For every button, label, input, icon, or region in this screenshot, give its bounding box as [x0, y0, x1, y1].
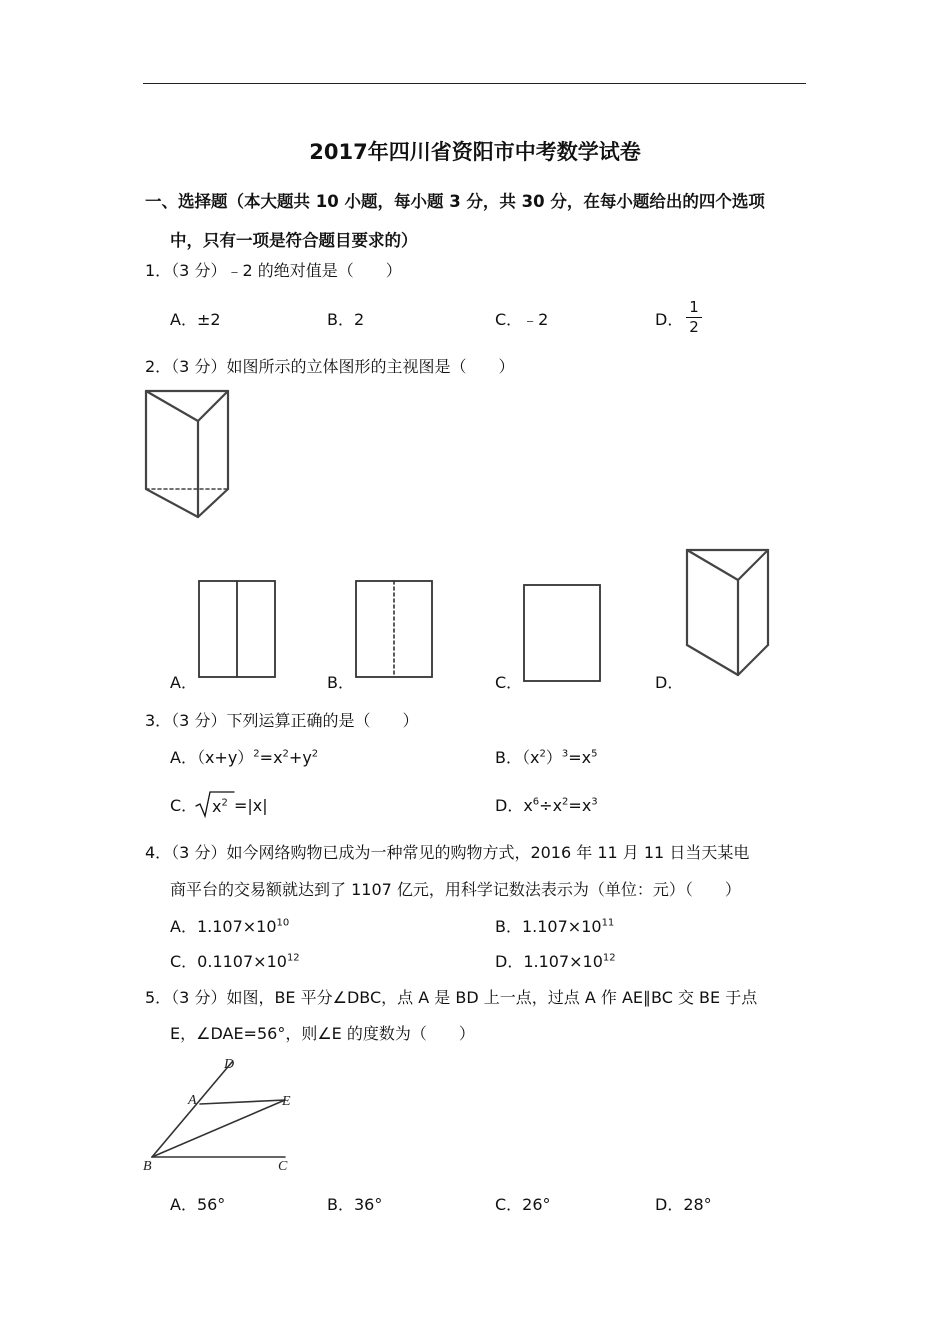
q3-c-radicand [212, 797, 228, 817]
q2-option-c-figure [521, 582, 603, 684]
q3-d-exp: 2 [562, 796, 569, 808]
q1-option-d [655, 310, 683, 330]
q2-option-a: A． [170, 673, 197, 692]
q4-c-exp: 12 [286, 952, 300, 964]
q3-b-part: =x [568, 748, 592, 767]
point-label-c: C [278, 1159, 288, 1174]
q5-stem-line1: 5．（3 分）如图，BE 平分∠DBC，点 A 是 BD 上一点，过点 A 作 AE∥BC 交 BE 于点 [145, 988, 758, 1007]
q4-c-text: C．0.1107×10 [170, 952, 287, 971]
fraction-numerator: 1 [689, 298, 699, 316]
q4-d-text: D．1.107×10 [495, 952, 603, 971]
q3-b-exp: 2 [539, 748, 546, 760]
q4-stem-line2: 商平台的交易额就达到了 1107 亿元，用科学记数法表示为（单位：元）（ ） [170, 880, 741, 899]
q3-b-part: ） [545, 748, 562, 767]
q4-stem-line1: 4．（3 分）如今网络购物已成为一种常见的购物方式，2016 年 11 月 11 日当天某电 [145, 843, 750, 862]
q3-stem: 3．（3 分）下列运算正确的是（ ） [145, 711, 419, 730]
point-label-e: E [282, 1094, 291, 1109]
q2-option-d-figure [682, 545, 774, 683]
q5-geometry-figure [140, 1052, 310, 1177]
point-label-a: A [188, 1093, 197, 1108]
q4-option-b [495, 917, 614, 937]
section-header-line2: 中，只有一项是符合题目要求的） [170, 231, 418, 250]
q4-option-c [170, 952, 300, 972]
q3-a-exp: 2 [253, 748, 260, 760]
q3-a-part: =x [259, 748, 283, 767]
q4-option-d [495, 952, 616, 972]
q3-d-part: D．x [495, 796, 533, 815]
q1-option-c: C．﹣2 [495, 310, 549, 329]
section-header-line1: 一、选择题（本大题共 10 小题，每小题 3 分，共 30 分，在每小题给出的四个选项 [145, 192, 765, 211]
q5-option-d: D．28° [655, 1195, 712, 1214]
q2-option-a-figure [196, 578, 278, 680]
q3-a-exp: 2 [311, 748, 319, 760]
q3-d-exp: 6 [532, 796, 540, 808]
q3-b-part: B．（x [495, 748, 540, 767]
q3-a-part: +y [288, 748, 312, 767]
point-label-d: D [224, 1057, 235, 1072]
q3-d-part: =x [568, 796, 592, 815]
q3-c-exp: 2 [221, 797, 228, 809]
q4-b-text: B．1.107×10 [495, 917, 602, 936]
q5-option-a: A．56° [170, 1195, 226, 1214]
q4-d-exp: 12 [602, 952, 616, 964]
q5-option-b: B．36° [327, 1195, 383, 1214]
q3-c-label: C． [170, 796, 198, 815]
q4-b-exp: 11 [601, 917, 615, 929]
q4-a-exp: 10 [276, 917, 290, 929]
point-label-b: B [143, 1159, 152, 1174]
q4-option-a [170, 917, 289, 937]
q3-a-exp: 2 [282, 748, 289, 760]
q2-option-d: D． [655, 673, 684, 692]
page-title: 2017年四川省资阳市中考数学试卷 [309, 140, 641, 164]
q5-option-c: C．26° [495, 1195, 551, 1214]
q1-option-d-label: D． [655, 310, 684, 329]
q3-d-part: ÷x [539, 796, 563, 815]
q4-a-text: A．1.107×10 [170, 917, 277, 936]
q1-option-a: A．±2 [170, 310, 221, 329]
q3-b-exp: 5 [591, 748, 598, 760]
q1-stem: 1．（3 分）﹣2 的绝对值是（ ） [145, 261, 402, 280]
q2-stem: 2．（3 分）如图所示的立体图形的主视图是（ ） [145, 357, 515, 376]
q3-a-part: A．（x+y） [170, 748, 254, 767]
fraction-denominator: 2 [689, 318, 699, 336]
q2-option-c: C． [495, 673, 523, 692]
q2-option-b: B． [327, 673, 354, 692]
q1-option-b: B．2 [327, 310, 365, 329]
q3-option-a [170, 748, 318, 768]
q2-prism-figure [140, 385, 235, 525]
q1-fraction [684, 299, 704, 336]
q2-option-b-figure [353, 578, 435, 680]
q3-option-d [495, 796, 598, 816]
q3-d-exp: 3 [591, 796, 598, 808]
q3-b-exp: 3 [561, 748, 569, 760]
q3-c-rhs: =|x| [234, 796, 268, 815]
header-rule [143, 83, 806, 84]
q3-c-var: x [212, 797, 222, 816]
q5-stem-line2: E，∠DAE=56°，则∠E 的度数为（ ） [170, 1024, 475, 1043]
q3-option-b [495, 748, 597, 768]
